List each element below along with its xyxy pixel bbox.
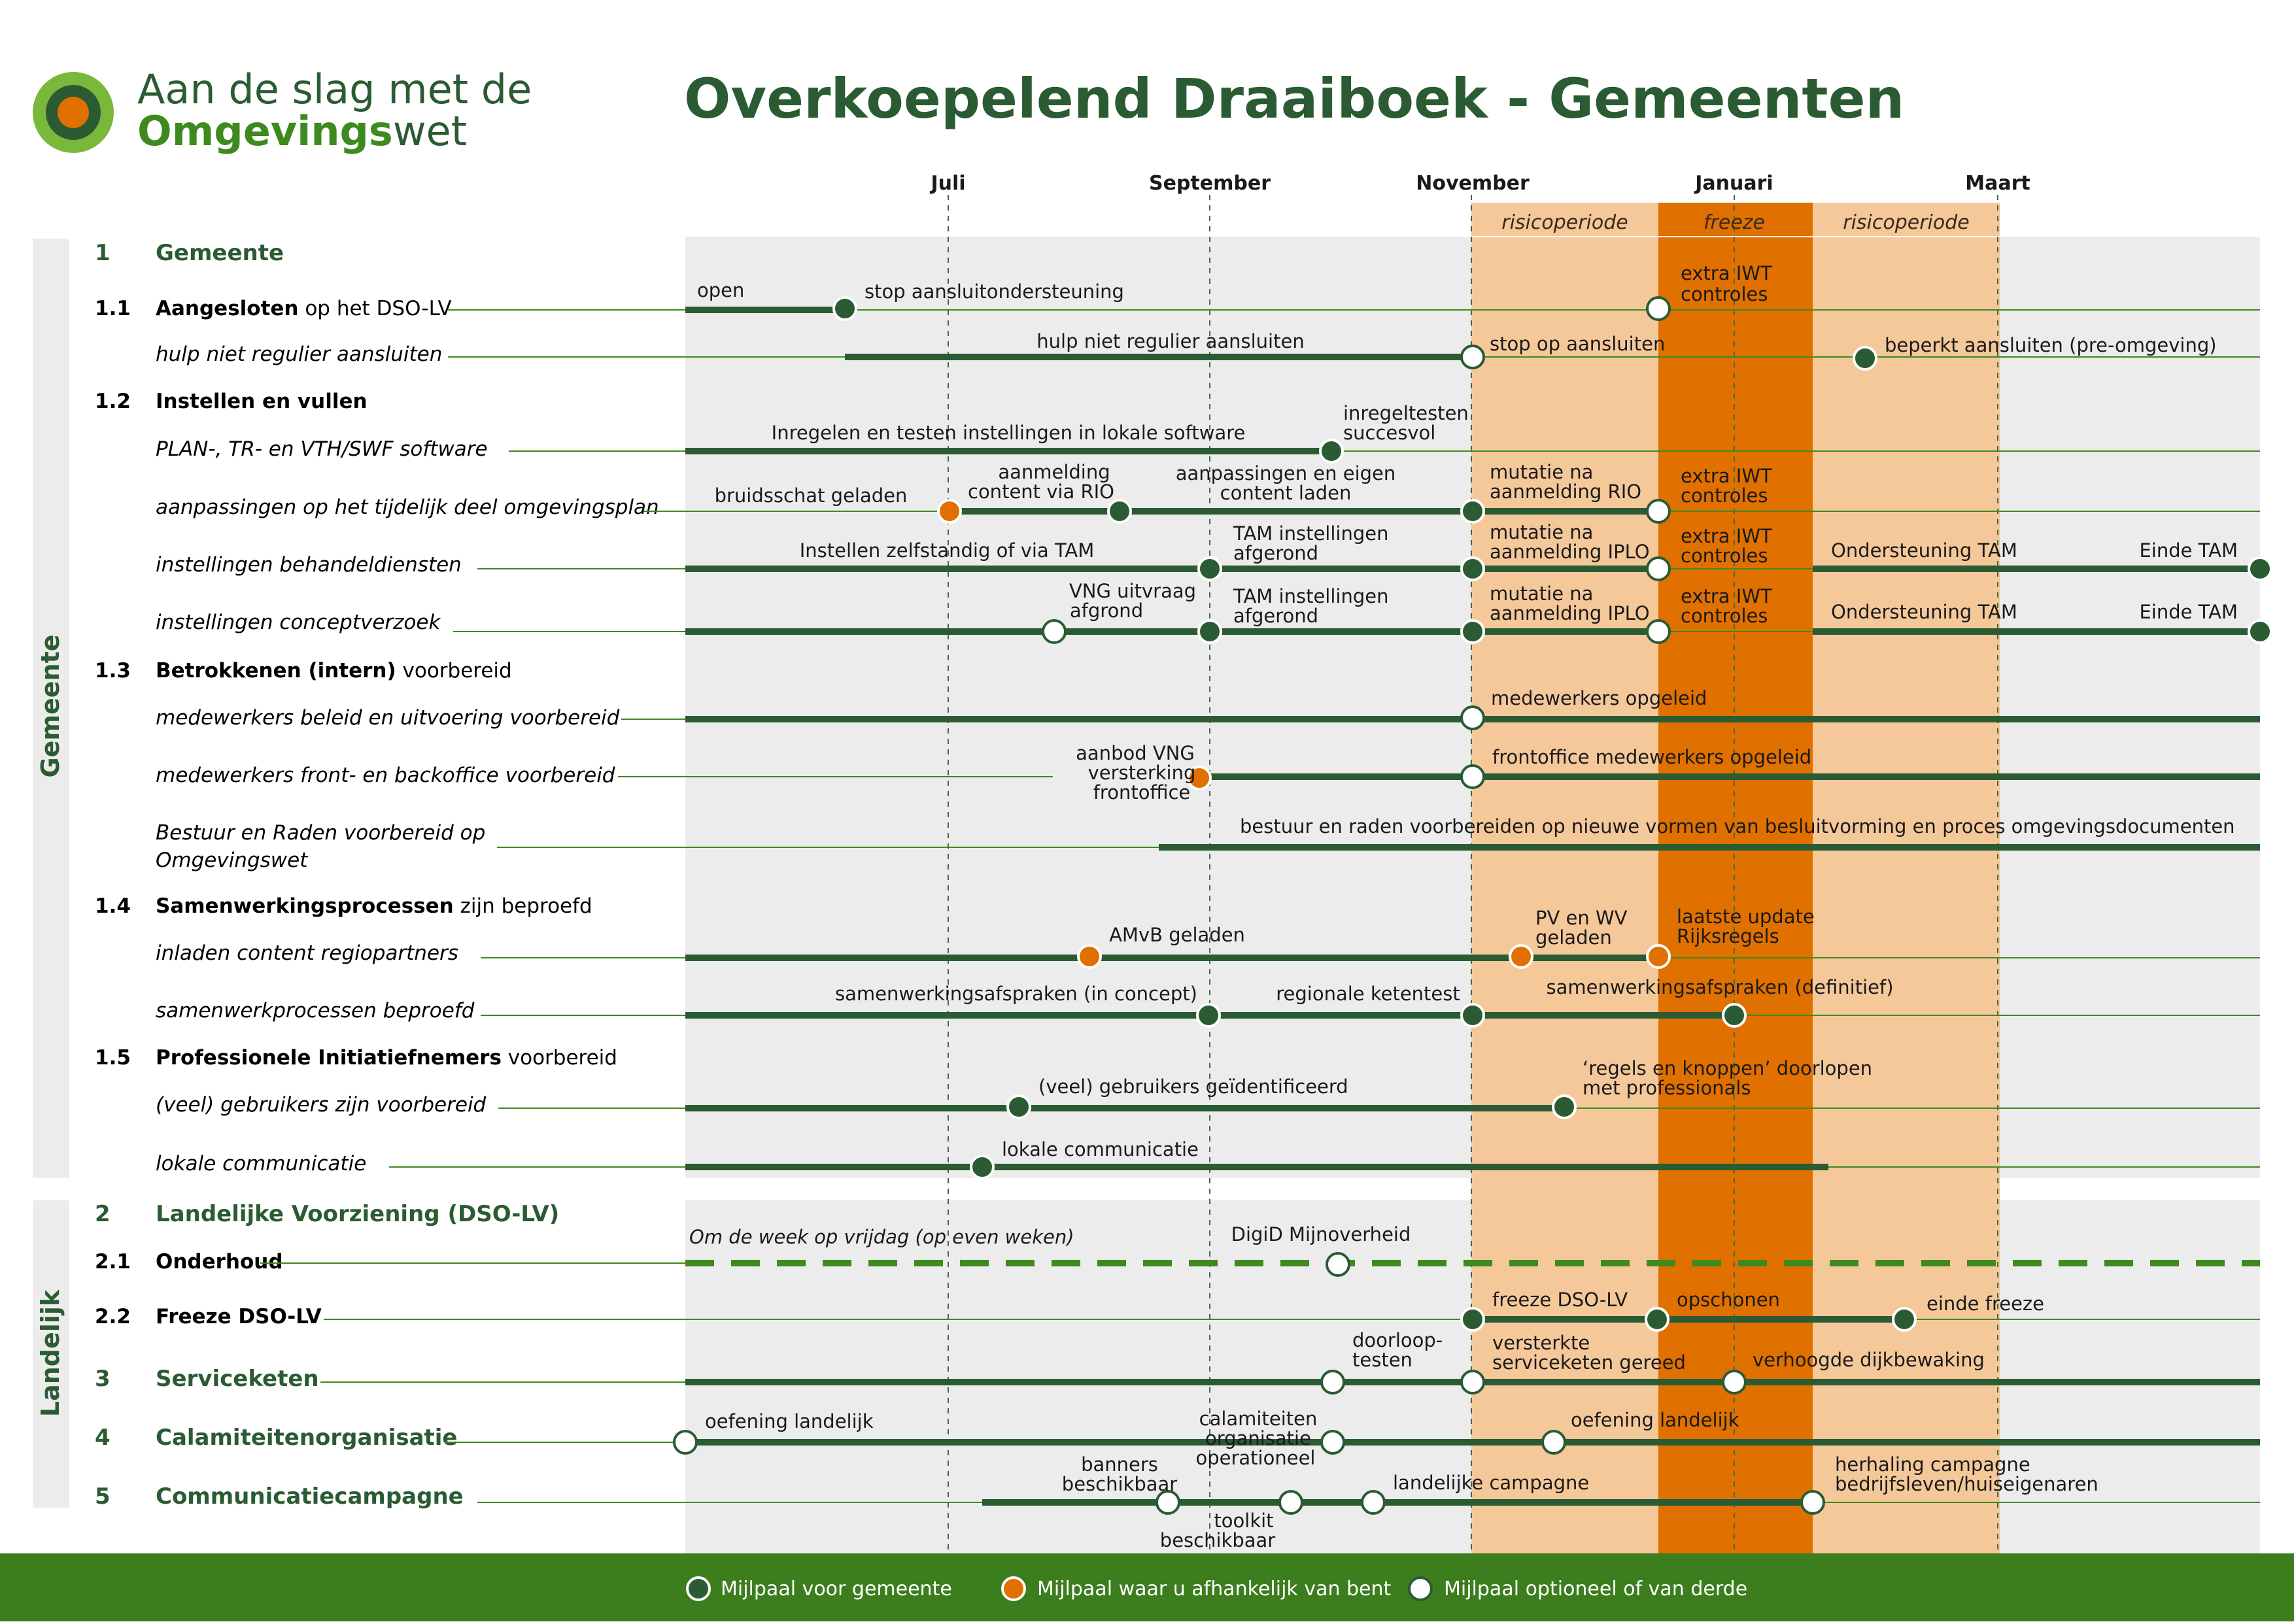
annotation: opschonen xyxy=(1677,1289,1780,1311)
milestone-open xyxy=(1462,707,1484,729)
annotation: Einde TAM xyxy=(2139,601,2238,623)
annotation: beperkt aansluiten (pre-omgeving) xyxy=(1885,334,2217,356)
milestone-open xyxy=(1462,1371,1484,1393)
milestone-orange xyxy=(1510,945,1532,968)
annotation: Rijksregels xyxy=(1677,925,1779,947)
annotation: Ondersteuning TAM xyxy=(1831,539,2017,562)
annotation: AMvB geladen xyxy=(1109,924,1245,946)
logo-text-line2 xyxy=(137,107,467,155)
milestone-dark xyxy=(834,297,856,320)
milestone-dark xyxy=(1462,500,1484,522)
milestone-open xyxy=(1543,1431,1565,1453)
annotation: open xyxy=(697,279,745,301)
milestone-dark xyxy=(1462,558,1484,580)
milestone-open xyxy=(674,1431,696,1453)
milestone-open xyxy=(1647,558,1669,580)
milestone-dark xyxy=(1646,1308,1668,1330)
label-bold: Aangesloten xyxy=(156,297,299,320)
row-number: 2.2 xyxy=(95,1305,131,1328)
annotation: Einde TAM xyxy=(2139,539,2238,562)
row-number: 2.1 xyxy=(95,1250,131,1274)
annotation: calamiteiten xyxy=(1199,1408,1318,1430)
month-label: September xyxy=(1149,172,1271,195)
annotation: oefening landelijk xyxy=(705,1410,874,1432)
milestone-dark xyxy=(1008,1096,1030,1118)
band-label-risk-2: risicoperiode xyxy=(1843,211,1970,234)
milestone-open xyxy=(1322,1431,1344,1453)
annotation: extra IWT xyxy=(1681,525,1772,547)
milestone-orange xyxy=(938,500,961,522)
annotation: freeze DSO-LV xyxy=(1492,1289,1628,1311)
annotation: aanmelding IPLO xyxy=(1490,602,1650,624)
annotation: TAM instellingen xyxy=(1233,522,1389,545)
milestone-dark xyxy=(1108,500,1131,522)
subsection-label xyxy=(156,1250,283,1274)
annotation: einde freeze xyxy=(1926,1293,2044,1315)
label-bold: Instellen en vullen xyxy=(156,390,368,413)
section-heading: Communicatiecampagne xyxy=(156,1483,464,1510)
item-label: Omgevingswet xyxy=(156,849,308,872)
item-label: medewerkers beleid en uitvoering voorbereid xyxy=(156,706,620,730)
item-label: (veel) gebruikers zijn voorbereid xyxy=(156,1093,487,1117)
annotation: banners xyxy=(1081,1453,1158,1476)
section-heading: Serviceketen xyxy=(156,1366,319,1392)
annotation: aanmelding xyxy=(998,461,1110,483)
annotation: herhaling campagne xyxy=(1835,1453,2030,1476)
row-number: 1.5 xyxy=(95,1046,131,1070)
milestone-open xyxy=(1327,1253,1349,1276)
annotation: mutatie na xyxy=(1490,521,1594,543)
row-number: 1.3 xyxy=(95,659,131,683)
milestone-open xyxy=(1280,1491,1302,1514)
row-number: 2 xyxy=(95,1201,111,1227)
annotation: mutatie na xyxy=(1490,461,1594,483)
milestone-open xyxy=(1462,766,1484,788)
milestone-open xyxy=(1043,620,1065,643)
annotation: mutatie na xyxy=(1490,583,1594,605)
legend-label: Mijlpaal optioneel of van derde xyxy=(1444,1578,1748,1600)
subsection-label xyxy=(156,1046,617,1070)
annotation: bruidsschat geladen xyxy=(714,484,908,507)
annotation: Inregelen en testen instellingen in lokale software xyxy=(771,422,1246,444)
side-label-landelijk: Landelijk xyxy=(36,1289,65,1417)
label-rest: op het DSO-LV xyxy=(298,297,452,320)
annotation: samenwerkingsafspraken (definitief) xyxy=(1546,976,1894,998)
annotation: doorloop- xyxy=(1352,1329,1443,1351)
annotation: aanmelding RIO xyxy=(1490,481,1642,503)
subsection-label xyxy=(156,1305,322,1328)
legend-label: Mijlpaal voor gemeente xyxy=(721,1578,952,1600)
label-bold: Samenwerkingsprocessen xyxy=(156,894,454,918)
annotation: TAM instellingen xyxy=(1233,585,1389,607)
item-label: Bestuur en Raden voorbereid op xyxy=(156,821,486,845)
item-label: samenwerkprocessen beproefd xyxy=(156,999,475,1023)
milestone-dark xyxy=(2249,620,2271,643)
logo-text-accent: Omgevings xyxy=(137,107,393,155)
annotation: afgerond xyxy=(1233,542,1319,564)
milestone-dark xyxy=(1462,1308,1484,1330)
annotation: toolkit xyxy=(1214,1510,1274,1532)
milestone-orange xyxy=(1078,945,1101,968)
row-number: 3 xyxy=(95,1366,111,1392)
annotation: content laden xyxy=(1220,482,1352,504)
annotation: landelijke campagne xyxy=(1393,1472,1590,1494)
milestone-dark xyxy=(2249,558,2271,580)
annotation: VNG uitvraag xyxy=(1069,580,1197,602)
annotation: operationeel xyxy=(1195,1447,1316,1469)
item-label: hulp niet regulier aansluiten xyxy=(156,343,443,366)
row-number: 5 xyxy=(95,1483,111,1510)
label-bold: Betrokkenen (intern) xyxy=(156,659,396,683)
annotation: content via RIO xyxy=(968,481,1114,503)
milestone-open xyxy=(1322,1371,1344,1393)
annotation: bedrijfsleven/huiseigenaren xyxy=(1835,1473,2098,1495)
milestone-open xyxy=(1647,297,1669,320)
annotation: organisatie xyxy=(1205,1427,1311,1449)
page-title: Overkoepelend Draaiboek - Gemeenten xyxy=(684,67,1905,131)
label-rest: voorbereid xyxy=(396,659,512,683)
annotation: hulp niet regulier aansluiten xyxy=(1036,330,1305,352)
band-label-freeze: freeze xyxy=(1703,211,1766,234)
logo xyxy=(33,65,532,155)
annotation: versterking xyxy=(1087,762,1196,784)
milestone-dark xyxy=(1320,440,1343,462)
annotation: ‘regels en knoppen’ doorlopen xyxy=(1583,1057,1873,1079)
annotation: regionale ketentest xyxy=(1276,983,1460,1005)
annotation: afgrond xyxy=(1069,600,1144,622)
item-label: inladen content regiopartners xyxy=(156,941,458,965)
annotation: PV en WV xyxy=(1535,907,1628,929)
logo-text-line1: Aan de slag met de xyxy=(137,65,532,113)
annotation: oefening landelijk xyxy=(1571,1409,1739,1431)
annotation: versterkte xyxy=(1492,1332,1590,1354)
legend-label: Mijlpaal waar u afhankelijk van bent xyxy=(1037,1578,1392,1600)
label-bold: Onderhoud xyxy=(156,1250,283,1274)
annotation: extra IWT xyxy=(1681,585,1772,607)
annotation: controles xyxy=(1681,605,1768,627)
annotation: medewerkers opgeleid xyxy=(1491,687,1707,709)
row-number: 4 xyxy=(95,1425,111,1451)
annotation: controles xyxy=(1681,545,1768,567)
item-label: aanpassingen op het tijdelijk deel omgevingsplan xyxy=(156,496,659,519)
milestone-open xyxy=(1647,620,1669,643)
legend-dark-icon xyxy=(687,1578,710,1600)
milestone-open xyxy=(1647,500,1669,522)
row-number: 1.1 xyxy=(95,297,131,320)
annotation: extra IWT xyxy=(1681,465,1772,487)
annotation: frontoffice xyxy=(1093,781,1191,804)
month-labels xyxy=(929,172,2030,195)
annotation: samenwerkingsafspraken (in concept) xyxy=(835,983,1197,1005)
legend xyxy=(687,1578,1747,1600)
annotation: testen xyxy=(1352,1349,1412,1371)
milestone-dark xyxy=(1199,558,1221,580)
item-label: instellingen behandeldiensten xyxy=(156,553,462,577)
item-label: medewerkers front- en backoffice voorbereid xyxy=(156,764,615,787)
milestone-dark xyxy=(1197,1004,1220,1026)
label-rest: voorbereid xyxy=(501,1046,617,1070)
label-bold: Professionele Initiatiefnemers xyxy=(156,1046,502,1070)
row-number: 1.4 xyxy=(95,894,131,918)
logo-dot xyxy=(58,97,89,128)
logo-text-suffix: wet xyxy=(392,107,468,155)
milestone-dark xyxy=(1462,620,1484,643)
annotation: inregeltesten xyxy=(1343,402,1469,424)
annotation: extra IWT xyxy=(1681,262,1772,284)
item-label: PLAN-, TR- en VTH/SWF software xyxy=(156,437,488,461)
milestone-dark xyxy=(971,1156,993,1178)
side-label-gemeente: Gemeente xyxy=(36,634,65,778)
annotation: controles xyxy=(1681,484,1768,507)
annotation: lokale communicatie xyxy=(1002,1138,1199,1160)
month-label: Maart xyxy=(1965,172,2030,195)
annotation: verhoogde dijkbewaking xyxy=(1753,1349,1985,1371)
annotation: aanpassingen en eigen xyxy=(1175,462,1396,484)
row-number: 1.2 xyxy=(95,390,131,413)
annotation: laatste update xyxy=(1677,905,1815,928)
milestone-dark xyxy=(1854,347,1876,369)
milestone-open xyxy=(1723,1371,1745,1393)
annotation: Ondersteuning TAM xyxy=(1831,601,2017,623)
item-label: instellingen conceptverzoek xyxy=(156,611,441,634)
annotation: DigiD Mijnoverheid xyxy=(1231,1223,1411,1245)
item-label: lokale communicatie xyxy=(156,1152,367,1176)
annotation: geladen xyxy=(1535,926,1612,949)
annotation: serviceketen gereed xyxy=(1492,1351,1686,1374)
section-heading: Gemeente xyxy=(156,240,284,266)
subsection-label xyxy=(156,297,452,320)
band-labels xyxy=(1501,211,1970,234)
milestone-dark xyxy=(1893,1308,1915,1330)
annotation: met professionals xyxy=(1583,1077,1751,1099)
section-heading: Landelijke Voorziening (DSO-LV) xyxy=(156,1201,560,1227)
month-label: Januari xyxy=(1695,172,1773,195)
milestone-dark xyxy=(1462,1004,1484,1026)
annotation: aanbod VNG xyxy=(1076,742,1195,764)
milestone-dark xyxy=(1199,620,1221,643)
annotation: bestuur en raden voorbereiden op nieuwe vormen van besluitvorming en proces omgevingsdocumenten xyxy=(1240,815,2235,837)
milestone-open xyxy=(1362,1491,1384,1514)
legend-orange-icon xyxy=(1002,1578,1025,1600)
annotation: succesvol xyxy=(1343,422,1436,444)
band-label-risk-1: risicoperiode xyxy=(1501,211,1628,234)
milestone-open xyxy=(1462,346,1484,368)
milestone-dark xyxy=(1723,1004,1745,1026)
annotation: stop op aansluiten xyxy=(1490,333,1666,355)
section-heading: Calamiteitenorganisatie xyxy=(156,1425,458,1451)
annotation: stop aansluitondersteuning xyxy=(865,280,1124,303)
annotation: beschikbaar xyxy=(1159,1529,1276,1551)
annotation: (veel) gebruikers geïdentificeerd xyxy=(1038,1075,1348,1098)
subsection-label xyxy=(156,390,368,413)
annotation: Om de week op vrijdag (op even weken) xyxy=(689,1226,1074,1248)
milestone-open xyxy=(1802,1491,1824,1514)
annotation: beschikbaar xyxy=(1061,1473,1178,1495)
annotation: frontoffice medewerkers opgeleid xyxy=(1492,746,1812,768)
annotation: controles xyxy=(1681,283,1768,305)
label-bold: Freeze DSO-LV xyxy=(156,1305,322,1328)
annotation: aanmelding IPLO xyxy=(1490,541,1650,563)
subsection-label xyxy=(156,659,512,683)
month-label: Juli xyxy=(931,172,966,195)
annotation: afgerond xyxy=(1233,605,1319,627)
label-rest: zijn beproefd xyxy=(453,894,592,918)
legend-open-icon xyxy=(1409,1578,1431,1600)
annotation: Instellen zelfstandig of via TAM xyxy=(799,539,1095,562)
milestone-orange xyxy=(1647,945,1669,968)
row-number: 1 xyxy=(95,240,111,266)
month-label: November xyxy=(1416,172,1530,195)
subsection-label xyxy=(156,894,592,918)
milestone-dark xyxy=(1553,1096,1575,1118)
